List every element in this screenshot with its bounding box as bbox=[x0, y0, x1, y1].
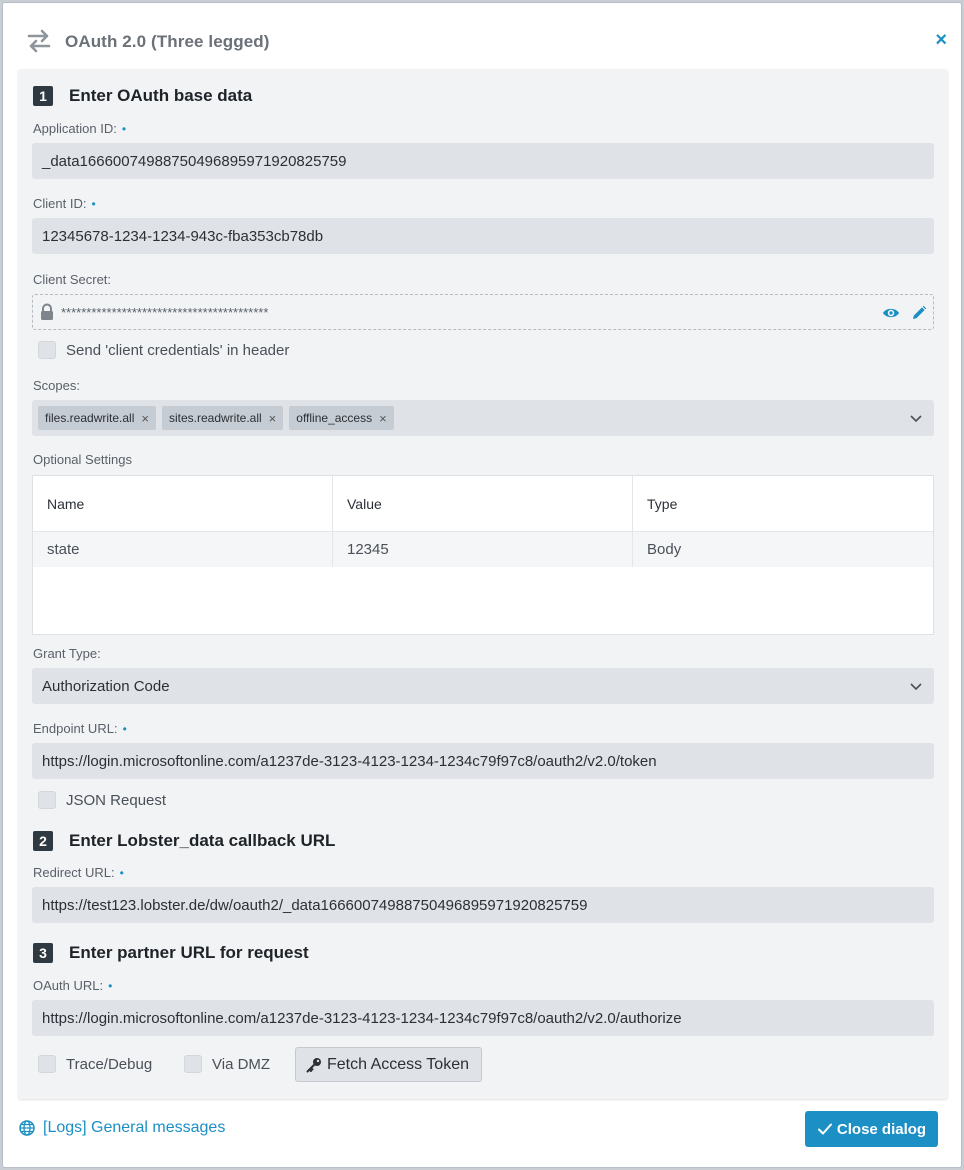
section-number-badge: 2 bbox=[33, 831, 53, 851]
optional-settings-table bbox=[32, 475, 934, 635]
client-secret-field[interactable] bbox=[32, 294, 934, 330]
eye-icon[interactable] bbox=[882, 306, 900, 320]
json-request-label: JSON Request bbox=[66, 791, 167, 809]
redirect-url-field[interactable]: https://test123.lobster.de/dw/oauth2/_data1666007498875049689597192082575​9 bbox=[32, 887, 934, 923]
pencil-icon[interactable] bbox=[911, 305, 927, 321]
remove-tag-icon[interactable]: × bbox=[379, 410, 387, 426]
endpoint-url-field[interactable]: https://login.microsoftonline.com/a1237de-3123-4123-1234-1234c79f97c8/oauth2/v2.0/token bbox=[32, 743, 934, 779]
redirect-url-label: Redirect URL: • bbox=[33, 865, 124, 880]
oauth-dialog bbox=[2, 2, 962, 1168]
dialog-title-bar bbox=[3, 3, 961, 69]
close-icon[interactable]: × bbox=[935, 29, 947, 51]
section-number-badge: 1 bbox=[33, 86, 53, 106]
grant-type-select[interactable] bbox=[32, 668, 934, 704]
send-credentials-checkbox-row[interactable] bbox=[38, 341, 289, 359]
scopes-select[interactable] bbox=[32, 400, 934, 436]
trace-debug-label: Trace/Debug bbox=[66, 1055, 153, 1073]
trace-debug-checkbox-row[interactable] bbox=[38, 1055, 152, 1073]
table-cell[interactable]: state bbox=[33, 532, 333, 567]
application-id-label: Application ID: • bbox=[33, 121, 127, 136]
transfer-arrows-icon bbox=[25, 27, 53, 55]
table-cell[interactable]: Body bbox=[647, 541, 682, 558]
section-title: Enter Lobster_data callback URL bbox=[69, 831, 336, 850]
dialog-title: OAuth 2.0 (Three legged) bbox=[65, 32, 270, 51]
table-row[interactable] bbox=[33, 532, 933, 567]
section-3-header bbox=[33, 943, 309, 963]
endpoint-url-label: Endpoint URL: • bbox=[33, 721, 127, 736]
send-credentials-label: Send 'client credentials' in header bbox=[66, 341, 290, 359]
column-header-type: Type bbox=[647, 495, 678, 512]
logs-link-label: [Logs] General messages bbox=[43, 1119, 226, 1136]
section-title: Enter OAuth base data bbox=[69, 86, 253, 105]
grant-type-value: Authorization Code bbox=[42, 677, 170, 695]
client-id-label: Client ID: • bbox=[33, 196, 96, 211]
via-dmz-label: Via DMZ bbox=[212, 1055, 271, 1073]
send-credentials-checkbox[interactable] bbox=[38, 341, 56, 359]
chevron-down-icon[interactable] bbox=[908, 410, 924, 426]
lock-icon bbox=[39, 303, 55, 321]
oauth-url-field[interactable]: https://login.microsoftonline.com/a1237de-3123-4123-1234-1234c79f97c8/oauth2/v2.0/authorize bbox=[32, 1000, 934, 1036]
scope-tag: files.readwrite.all × bbox=[38, 406, 156, 430]
grant-type-label: Grant Type: bbox=[33, 646, 101, 661]
section-number-badge: 3 bbox=[33, 943, 53, 963]
json-request-checkbox-row[interactable] bbox=[38, 791, 166, 809]
fetch-access-token-button[interactable] bbox=[295, 1047, 482, 1082]
client-secret-label: Client Secret: bbox=[33, 272, 112, 287]
scopes-label: Scopes: bbox=[33, 378, 80, 393]
globe-icon bbox=[19, 1120, 35, 1136]
close-dialog-button[interactable] bbox=[805, 1111, 938, 1147]
json-request-checkbox[interactable] bbox=[38, 791, 56, 809]
application-id-field[interactable]: _data1666007498875049689597192082575​9 bbox=[32, 143, 934, 179]
close-dialog-label: Close dialog bbox=[836, 1120, 927, 1138]
logs-link[interactable] bbox=[19, 1119, 225, 1137]
scope-tag: offline_access × bbox=[289, 406, 393, 430]
fetch-access-token-label: Fetch Access Token bbox=[327, 1055, 469, 1073]
section-2-header bbox=[33, 831, 335, 851]
column-header-value: Value bbox=[333, 476, 633, 531]
remove-tag-icon[interactable]: × bbox=[268, 410, 277, 426]
table-header-row bbox=[33, 476, 933, 532]
oauth-url-label: OAuth URL: • bbox=[33, 978, 113, 993]
trace-debug-checkbox[interactable] bbox=[38, 1055, 56, 1073]
scope-tag: sites.readwrite.all × bbox=[162, 406, 283, 430]
optional-settings-label: Optional Settings bbox=[33, 452, 133, 467]
key-icon bbox=[306, 1057, 322, 1073]
remove-tag-icon[interactable]: × bbox=[141, 410, 149, 426]
chevron-down-icon[interactable] bbox=[908, 678, 924, 694]
client-secret-value: ***************************************** bbox=[61, 304, 269, 320]
oauth-panel bbox=[18, 69, 948, 1099]
column-header-name: Name bbox=[33, 476, 333, 531]
via-dmz-checkbox[interactable] bbox=[184, 1055, 202, 1073]
table-cell[interactable]: 12345 bbox=[333, 532, 633, 567]
section-title: Enter partner URL for request bbox=[69, 943, 309, 962]
check-icon bbox=[817, 1122, 833, 1136]
via-dmz-checkbox-row[interactable] bbox=[184, 1055, 270, 1073]
client-id-field[interactable]: 12345678-1234-1234-943c-fba353cb78db bbox=[32, 218, 934, 254]
section-1-header bbox=[33, 86, 252, 106]
